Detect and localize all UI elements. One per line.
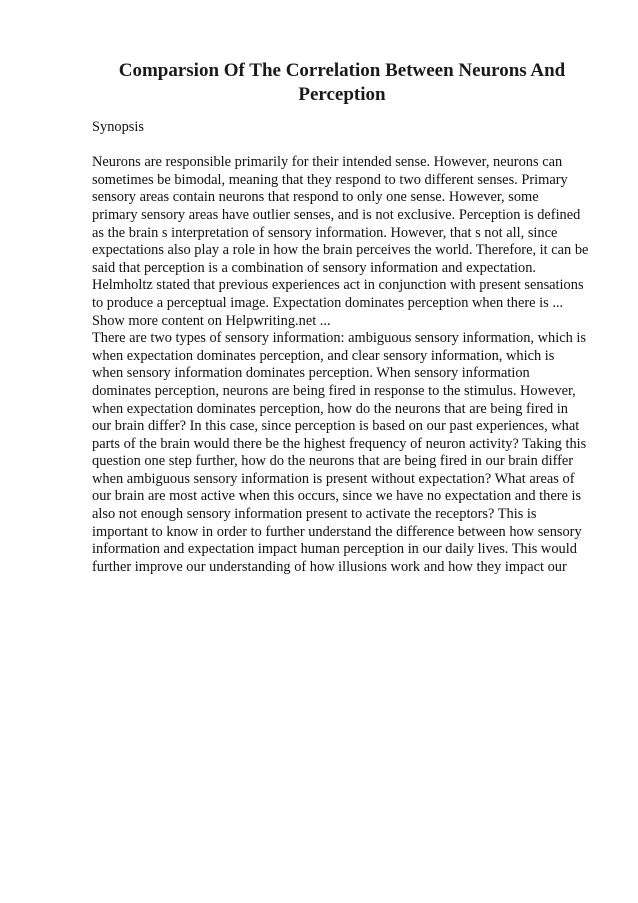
paragraph-line: sensory areas contain neurons that respond to only one sense. However, some: [92, 189, 539, 206]
paragraph-line: Neurons are responsible primarily for their intended sense. However, neurons can: [92, 154, 563, 171]
paragraph-line: when expectation dominates perception, and clear sensory information, which is: [92, 347, 555, 364]
paragraph-line: when sensory information dominates perception. When sensory information: [92, 365, 530, 382]
paragraph-line: our brain are most active when this occurs, since we have no expectation and there is: [92, 488, 582, 505]
document-title: Comparsion Of The Correlation Between Neurons And Perception: [118, 60, 566, 105]
paragraph-line: said that perception is a combination of sensory information and expectation.: [92, 259, 536, 276]
paragraph-1: [92, 154, 604, 312]
paragraph-line: our brain differ? In this case, since perception is based on our past experiences, what: [92, 418, 580, 435]
paragraph-line: primary sensory areas have outlier senses, and is not exclusive. Perception is defined: [92, 206, 581, 223]
paragraph-line: dominates perception, neurons are being fired in response to the stimulus. However,: [92, 382, 576, 399]
paragraph-line: sometimes be bimodal, meaning that they respond to two different senses. Primary: [92, 171, 568, 188]
paragraph-line: further improve our understanding of how illusions work and how they impact our: [92, 558, 567, 575]
paragraph-line: information and expectation impact human perception in our daily lives. This would: [92, 541, 577, 558]
paragraph-line: expectations also play a role in how the brain perceives the world. Therefore, it can be: [92, 242, 589, 259]
paragraph-line: There are two types of sensory information: ambiguous sensory information, which is: [92, 330, 586, 347]
show-more-link[interactable]: Show more content on Helpwriting.net ...: [92, 312, 331, 329]
paragraph-line: when ambiguous sensory information is present without expectation? What areas of: [92, 470, 575, 487]
paragraph-line: important to know in order to further understand the difference between how sensory: [92, 523, 582, 540]
synopsis-label: Synopsis: [92, 119, 144, 135]
paragraph-line: Helmholtz stated that previous experiences act in conjunction with present sensations: [92, 277, 584, 294]
paragraph-2: [92, 330, 604, 576]
paragraph-line: also not enough sensory information present to activate the receptors? This is: [92, 506, 537, 523]
paragraph-line: parts of the brain would there be the highest frequency of neuron activity? Taking this: [92, 435, 587, 452]
paragraph-line: to produce a perceptual image. Expectation dominates perception when there is ...: [92, 294, 564, 311]
paragraph-line: as the brain s interpretation of sensory information. However, that s not all, since: [92, 224, 558, 241]
paragraph-line: when expectation dominates perception, how do the neurons that are being fired in: [92, 400, 568, 417]
document-body: [92, 119, 604, 576]
paragraph-line: question one step further, how do the neurons that are being fired in our brain differ: [92, 453, 574, 470]
